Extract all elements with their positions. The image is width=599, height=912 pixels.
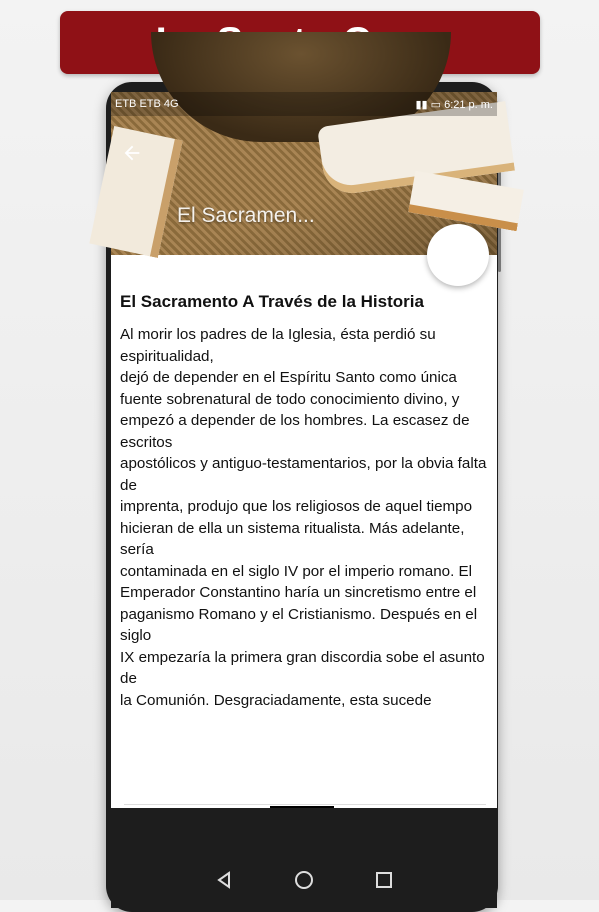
status-right bbox=[415, 98, 493, 111]
fab-button[interactable] bbox=[427, 224, 489, 286]
nav-home-icon[interactable] bbox=[293, 869, 315, 891]
battery-icon: ▭ bbox=[430, 99, 442, 111]
nav-bar bbox=[111, 808, 497, 908]
carrier-text: ETB ETB 4G bbox=[115, 98, 179, 110]
toolbar-title: El Sacramen... bbox=[177, 204, 315, 227]
time-text: 6:21 p. m. bbox=[444, 99, 493, 111]
status-bar bbox=[111, 92, 497, 116]
article-body: Al morir los padres de la Iglesia, ésta perdió su espiritualidad, dejó de depender en el Espíritu Santo como única fuente sobrenatural de todo conocimiento divino, y empezó a depender de los hombres. La escasez de escritos apostólicos y antiguo-testamentarios, por la obvia falta de imprenta, produjo que los religiosos de aquel tiempo hicieran de ella un sistema ritualista. Más adelante, sería contaminada en el siglo IV por el imperio romano. El Emperador Constantino haría un sincretismo entre el paganismo Romano y el Cristianismo. Después en el siglo IX empezaría la primera gran discordia sobe el asunto de la Comunión. Desgraciadamente, esta sucede bbox=[120, 326, 487, 709]
arrow-back-icon[interactable] bbox=[121, 142, 143, 170]
nav-buttons bbox=[111, 856, 497, 904]
signal-icon: ▮▮ bbox=[415, 99, 428, 111]
bread-piece bbox=[408, 171, 524, 231]
article-title: El Sacramento A Través de la Historia bbox=[120, 292, 424, 311]
nav-back-icon[interactable] bbox=[213, 869, 235, 891]
app-screen bbox=[111, 92, 497, 808]
nav-recent-icon[interactable] bbox=[373, 869, 395, 891]
